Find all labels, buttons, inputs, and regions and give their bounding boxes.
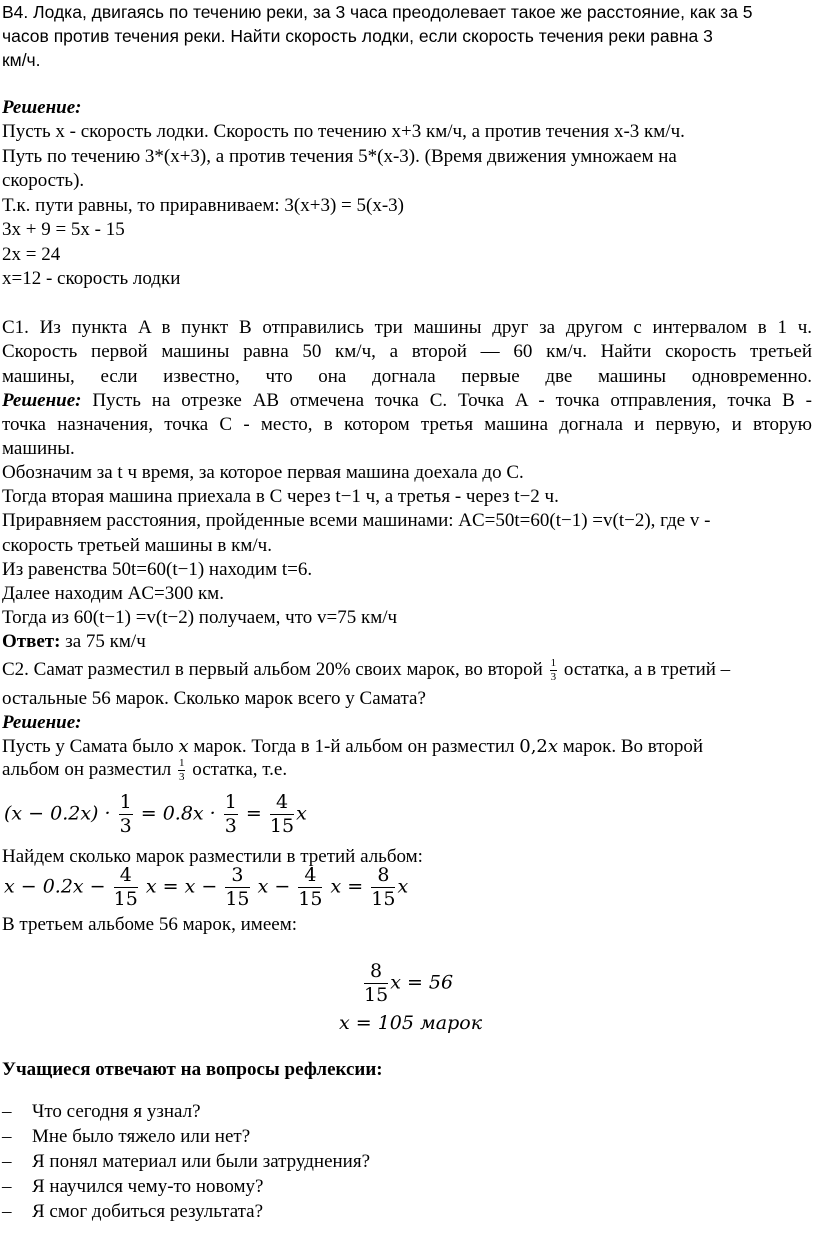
b4-solution-line-6: 2x = 24 [2, 244, 61, 265]
c2-solution-text-e: остатка, т.е. [187, 758, 288, 780]
c1-solution-line-6: Приравняем расстояния, пройденные всеми машинами: AC=50t=60(t−1) =v(t−2), где v - [2, 510, 711, 531]
equation-2-part-b: x = x − [145, 875, 218, 898]
c2-solution-text-d: альбом он разместил [2, 758, 176, 780]
b4-problem-line-2: часов против течения реки. Найти скорость лодки, если скорость течения реки равна 3 [2, 26, 713, 46]
equation-1-part-c: = [245, 802, 262, 825]
equation-1-part-a: (x − 0.2x) · [4, 802, 111, 825]
c1-solution-line-9: Далее находим AC=300 км. [2, 583, 224, 604]
c1-solution-label: Решение: [2, 390, 82, 411]
fraction-four-fifteenths [298, 866, 322, 909]
numerator: 1 [119, 791, 132, 813]
fraction-eight-fifteenths [371, 866, 395, 909]
c2-solution-line-1 [2, 736, 703, 758]
bullet-dash: – [2, 1151, 12, 1172]
fraction-one-third [224, 793, 238, 836]
equation-2-part-e: x [397, 875, 409, 898]
variable-x: x [547, 736, 559, 757]
c1-solution-line-5: Тогда вторая машина приехала в С через t−1 ч, а третья - через t−2 ч. [2, 486, 559, 507]
denominator: 15 [298, 888, 323, 910]
numerator: 8 [371, 866, 395, 888]
b4-problem-line-1: В4. Лодка, двигаясь по течению реки, за 3 часа преодолевает такое же расстояние, как за 5 [2, 2, 753, 22]
numerator: 1 [178, 757, 185, 769]
c1-answer-text: за 75 км/ч [60, 631, 146, 652]
c2-problem-line-2: остальные 56 марок. Сколько марок всего у Самата? [2, 688, 426, 709]
c2-solution-label: Решение: [2, 712, 82, 733]
fraction-four-fifteenths [270, 793, 294, 836]
c1-answer-label: Ответ: [2, 631, 61, 652]
b4-solution-line-4: Т.к. пути равны, то приравниваем: 3(x+3) = 5(x-3) [2, 195, 404, 216]
c2-solution-line-3: Найдем сколько марок разместили в третий альбом: [2, 846, 423, 867]
bullet-dash: – [2, 1176, 12, 1197]
c1-answer-line [2, 631, 146, 653]
denominator: 15 [113, 888, 138, 910]
reflection-item-text: Я понял материал или были затруднения? [32, 1151, 371, 1172]
fraction-one-third [178, 758, 186, 783]
numerator: 8 [364, 962, 388, 984]
c1-solution-line-4: Обозначим за t ч время, за которое первая машина доехала до С. [2, 462, 524, 483]
b4-solution-line-3: скорость). [2, 170, 85, 191]
equation-3 [362, 962, 453, 1005]
denominator: 3 [119, 815, 132, 837]
c2-solution-line-4: В третьем альбоме 56 марок, имеем: [2, 914, 297, 935]
equation-2 [4, 866, 408, 909]
c1-solution-line-8: Из равенства 50t=60(t−1) находим t=6. [2, 559, 313, 580]
numerator: 1 [224, 791, 237, 813]
equation-2-part-d: x = [330, 875, 364, 898]
c1-problem-line-1: С1. Из пункта A в пункт B отправились три машины друг за другом с интервалом в 1 ч. [2, 317, 812, 338]
reflection-item [2, 1201, 263, 1223]
reflection-item [2, 1101, 201, 1123]
equation-3-text: x = 56 [390, 971, 454, 994]
variable-x: x [296, 802, 307, 825]
equation-2-part-c: x − [257, 875, 291, 898]
numerator: 1 [550, 657, 557, 669]
fraction-one-third [550, 658, 558, 683]
reflection-item-text: Мне было тяжело или нет? [32, 1126, 251, 1147]
numerator: 4 [114, 866, 138, 888]
c1-problem-line-2: Скорость первой машины равна 50 км/ч, а второй — 60 км/ч. Найти скорость третьей [2, 341, 812, 362]
b4-solution-line-1: Пусть x - скорость лодки. Скорость по течению x+3 км/ч, а против течения x-3 км/ч. [2, 121, 685, 142]
numerator: 3 [225, 866, 249, 888]
c1-problem-line-3: машины, если известно, что она догнала первые две машины одновременно. [2, 366, 812, 387]
b4-solution-label: Решение: [2, 97, 82, 118]
fraction-one-third [119, 793, 133, 836]
denominator: 15 [269, 815, 295, 837]
reflection-item-text: Что сегодня я узнал? [32, 1101, 201, 1122]
c1-solution-line-2: точка назначения, точка С - место, в котором третья машина догнала и первую, и вторую [2, 414, 812, 435]
c2-problem-text-b: остатка, а в третий – [559, 658, 731, 680]
c1-solution-line-3: машины. [2, 438, 75, 459]
equation-4-text: x = 105 марок [339, 1012, 483, 1034]
fraction-four-fifteenths [114, 866, 138, 909]
reflection-title: Учащиеся отвечают на вопросы рефлексии: [2, 1059, 383, 1080]
reflection-item-text: Я научился чему-то новому? [32, 1176, 264, 1197]
reflection-item [2, 1126, 250, 1148]
coefficient-expression [519, 736, 558, 757]
c1-solution-line-1 [2, 390, 812, 412]
c1-solution-line-7: скорость третьей машины в км/ч. [2, 535, 272, 556]
c1-solution-text: Пусть на отрезке AB отмечена точка С. Точка A - точка отправления, точка B - [81, 390, 812, 411]
fraction-eight-fifteenths [364, 962, 388, 1005]
reflection-item [2, 1151, 370, 1173]
b4-solution-line-2: Путь по течению 3*(x+3), а против течения 5*(x-3). (Время движения умножаем на [2, 146, 677, 167]
numerator: 4 [298, 866, 322, 888]
equation-2-part-a: x − 0.2x − [4, 875, 106, 898]
c2-problem-text-a: С2. Самат разместил в первый альбом 20% своих марок, во второй [2, 658, 548, 680]
c2-solution-text-c: марок. Во второй [558, 736, 703, 757]
bullet-dash: – [2, 1201, 12, 1222]
b4-answer-line: x=12 - скорость лодки [2, 268, 181, 289]
reflection-item-text: Я смог добиться результата? [32, 1201, 264, 1222]
equation-1-part-b: = 0.8x · [140, 802, 216, 825]
fraction-three-fifteenths [225, 866, 249, 909]
b4-solution-line-5: 3x + 9 = 5x - 15 [2, 219, 125, 240]
numerator: 4 [270, 793, 294, 815]
denominator: 15 [225, 888, 250, 910]
equation-1 [4, 793, 307, 836]
bullet-dash: – [2, 1126, 12, 1147]
coefficient: 0,2 [519, 736, 548, 757]
reflection-item [2, 1176, 263, 1198]
denominator: 15 [364, 984, 389, 1006]
denominator: 3 [224, 815, 237, 837]
denominator: 15 [371, 888, 396, 910]
c2-solution-text-b: марок. Тогда в 1-й альбом он разместил [188, 736, 520, 757]
denominator: 3 [550, 671, 557, 683]
c2-solution-text-a: Пусть у Самата было [2, 736, 179, 757]
b4-problem-line-3: км/ч. [2, 50, 41, 70]
c1-solution-line-10: Тогда из 60(t−1) =v(t−2) получаем, что v=75 км/ч [2, 607, 398, 628]
c2-solution-line-2 [2, 758, 287, 783]
denominator: 3 [178, 771, 185, 783]
c2-problem-line-1 [2, 658, 730, 683]
variable-x: x [178, 736, 189, 757]
equation-4 [339, 1014, 482, 1033]
bullet-dash: – [2, 1101, 12, 1122]
